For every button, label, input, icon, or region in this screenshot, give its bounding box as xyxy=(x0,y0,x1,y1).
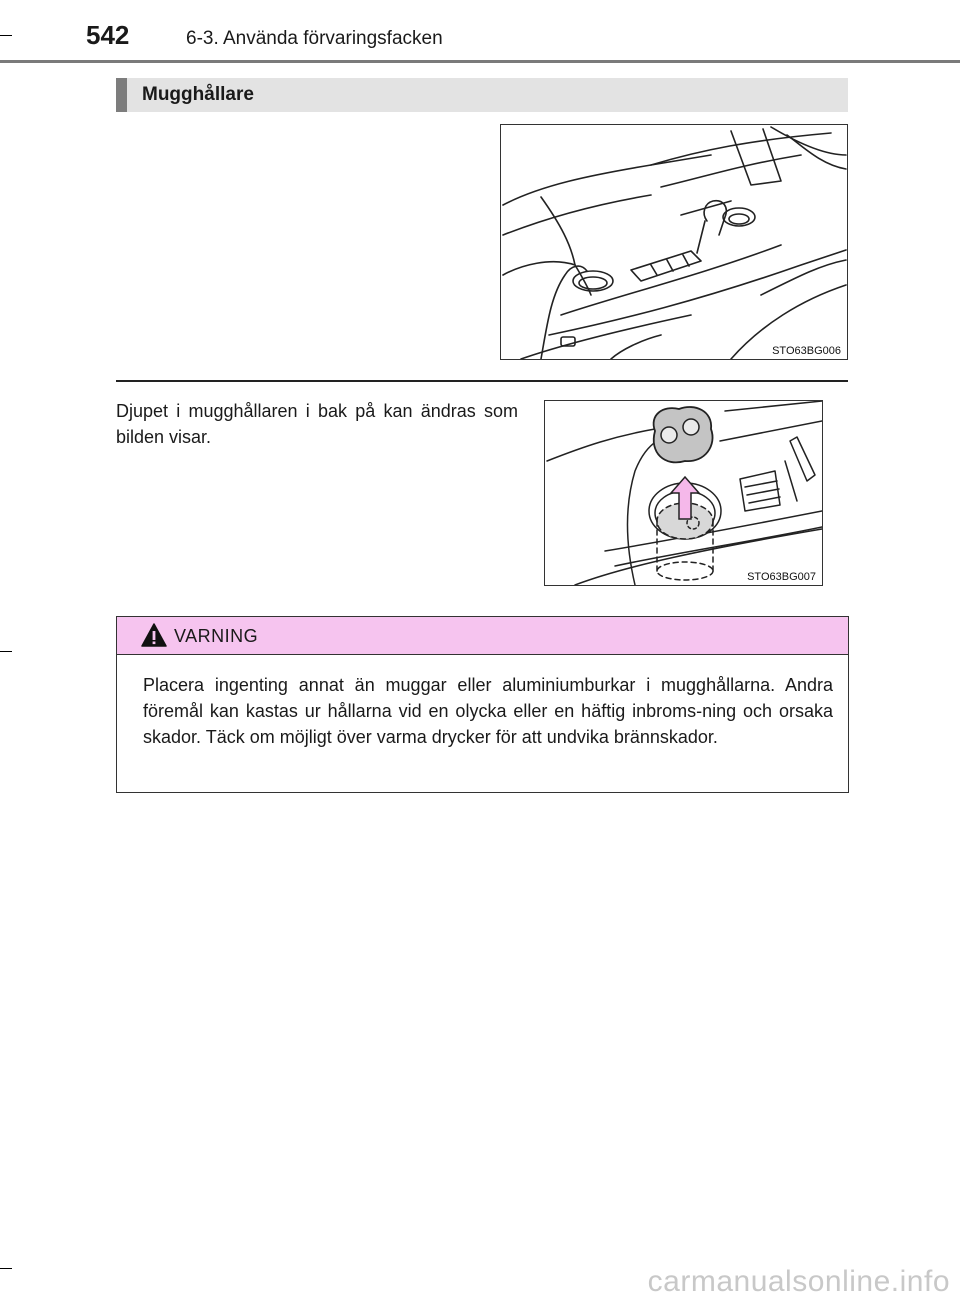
warning-header xyxy=(117,617,848,655)
figure-code: STO63BG007 xyxy=(747,571,816,583)
figure-center-console xyxy=(500,124,848,360)
crop-mark xyxy=(0,651,12,652)
crop-mark xyxy=(0,1268,12,1269)
watermark: carmanualsonline.info xyxy=(647,1265,950,1298)
warning-box xyxy=(116,616,849,793)
section-title: Mugghållare xyxy=(142,84,254,105)
console-illustration xyxy=(501,125,847,359)
figure-code: STO63BG006 xyxy=(772,345,841,357)
section-heading-bar xyxy=(116,78,848,112)
warning-triangle-icon xyxy=(141,622,167,648)
page-number: 542 xyxy=(86,20,130,50)
warning-text: Placera ingenting annat än muggar eller aluminiumburkar i mugghållarna. Andra föremål kan kastas ur hållarna vid en olycka eller en häftig inbroms-ning och orsaka skador. Täck om möjligt över varma drycker för att undvika brännskador. xyxy=(143,675,833,747)
header-rule xyxy=(0,60,960,63)
warning-label: VARNING xyxy=(174,626,259,646)
cup-holder-illustration xyxy=(545,401,822,585)
body-paragraph: Djupet i mugghållaren i bak på kan ändras som bilden visar. xyxy=(116,401,518,447)
chapter-title: 6-3. Använda förvaringsfacken xyxy=(186,28,443,49)
figure-cup-holder-depth xyxy=(544,400,823,586)
crop-mark xyxy=(0,35,12,36)
section-divider xyxy=(116,380,848,382)
